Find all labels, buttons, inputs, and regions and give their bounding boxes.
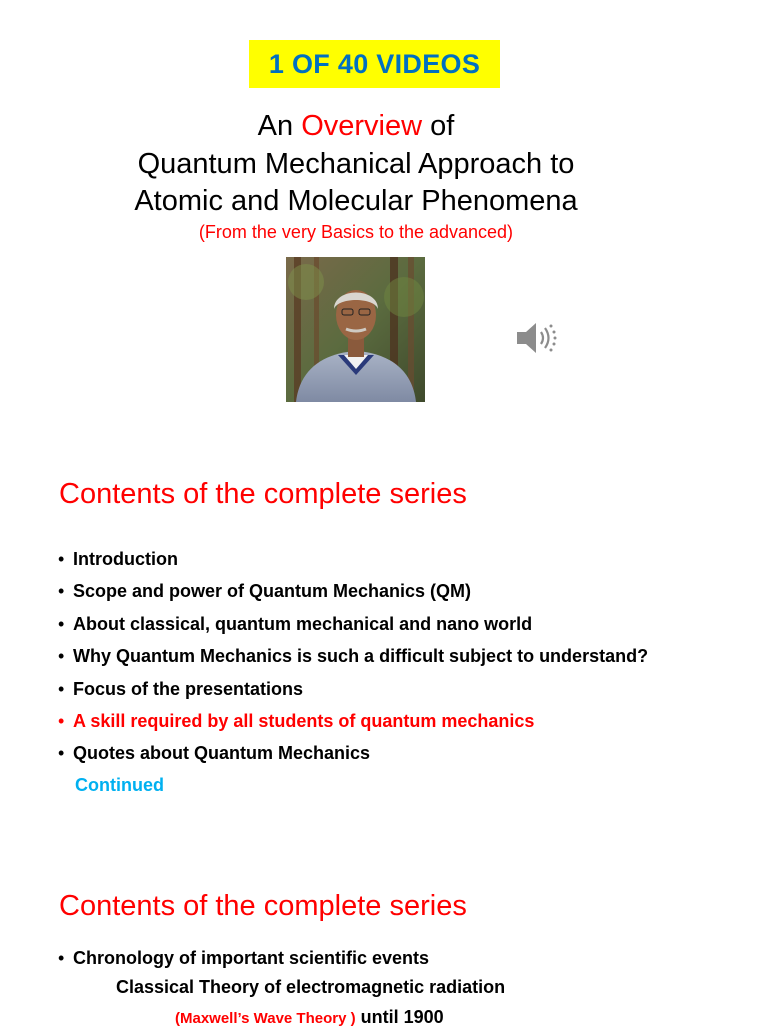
maxwell-theory-note: (Maxwell’s Wave Theory ) (175, 1010, 356, 1027)
title-prefix: An (257, 110, 302, 142)
title-line-3: Atomic and Molecular Phenomena (134, 185, 578, 217)
sub-item: Classical Theory of electromagnetic radiation (116, 977, 506, 997)
contents-heading: Contents of the complete series (59, 478, 467, 510)
contents-heading: Contents of the complete series (59, 890, 467, 922)
video-count-badge: 1 OF 40 VIDEOS (249, 40, 500, 88)
slide-title (0, 108, 712, 221)
list-item: • Quotes about Quantum Mechanics (58, 742, 648, 774)
title-line-2: Quantum Mechanical Approach to (137, 147, 575, 180)
contents-slide-2 (0, 860, 768, 1027)
list-item: • Chronology of important scientific events (58, 947, 429, 969)
list-item: • Why Quantum Mechanics is such a difficult subject to understand? (58, 645, 648, 677)
sub-item-detail (175, 1007, 444, 1028)
contents-slide-1 (0, 452, 768, 822)
title-highlight: Overview (301, 110, 423, 142)
speaker-volume-icon[interactable] (514, 318, 558, 358)
title-line-1 (0, 108, 712, 146)
title-suffix: of (422, 110, 455, 142)
list-item-highlighted: • A skill required by all students of quantum mechanics (58, 710, 648, 742)
continued-link[interactable]: Continued (75, 775, 164, 795)
list-item: • Scope and power of Quantum Mechanics (QM) (58, 580, 648, 612)
until-year: until 1900 (355, 1007, 444, 1027)
presenter-photo (286, 257, 425, 402)
slide-subtitle: (From the very Basics to the advanced) (198, 222, 514, 242)
list-item: • Introduction (58, 548, 648, 580)
list-item: • Focus of the presentations (58, 678, 648, 710)
title-slide (0, 0, 768, 432)
list-item: • About classical, quantum mechanical and nano world (58, 613, 648, 645)
contents-list (58, 947, 429, 969)
contents-list (58, 548, 648, 775)
